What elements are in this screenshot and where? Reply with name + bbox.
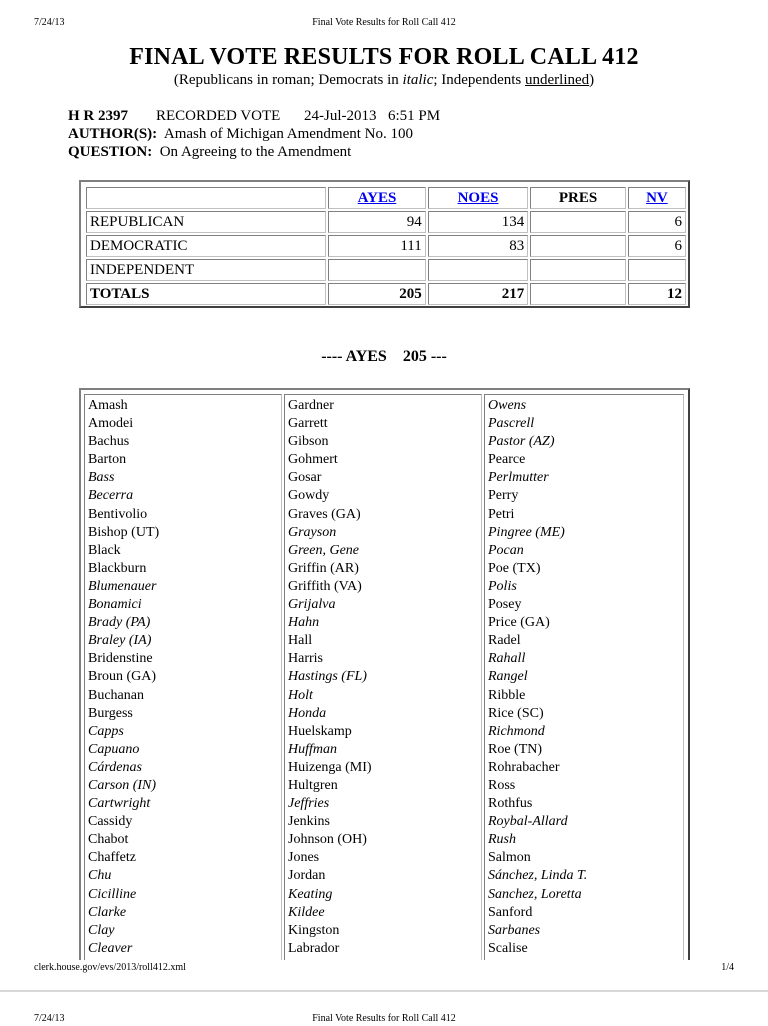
print-date: 7/24/13 — [34, 17, 65, 28]
member-name: Broun (GA) — [88, 669, 157, 685]
member-name: Labrador — [288, 940, 340, 956]
member-name: Brady (PA) — [88, 615, 151, 631]
summary-row-totals — [86, 283, 686, 305]
noes-count: 83 — [428, 235, 528, 257]
author-label: AUTHOR(S): — [68, 126, 158, 142]
member-name: Grayson — [288, 524, 337, 540]
member-name: Graves (GA) — [288, 506, 361, 522]
ayes-count — [328, 259, 426, 281]
member-name: Price (GA) — [488, 615, 550, 631]
source-url: clerk.house.gov/evs/2013/roll412.xml — [34, 962, 186, 973]
nv-count: 12 — [628, 283, 686, 305]
print-header — [34, 16, 734, 30]
member-name: Burgess — [88, 705, 133, 721]
ayes-names-table — [79, 388, 690, 960]
member-name: Gardner — [288, 398, 334, 413]
ayes-count: 205 — [328, 283, 426, 305]
ayes-count: 94 — [328, 211, 426, 233]
member-name: Rothfus — [488, 796, 533, 812]
pres-header: PRES — [530, 187, 626, 209]
member-name: Chabot — [88, 832, 129, 848]
member-name: Harris — [288, 651, 323, 667]
member-name: Rangel — [488, 669, 528, 685]
vote-info-row — [68, 108, 440, 125]
print-date: 7/24/13 — [34, 1013, 65, 1024]
member-name: Keating — [288, 886, 333, 902]
member-name: Perlmutter — [488, 470, 549, 486]
member-name: Poe (TX) — [488, 560, 541, 576]
member-name: Braley (IA) — [88, 633, 152, 649]
member-name: Perry — [488, 488, 519, 504]
member-name: Cárdenas — [88, 759, 142, 775]
member-name: Pingree (ME) — [488, 524, 565, 540]
member-name: Pascrell — [488, 416, 535, 432]
print-page-title: Final Vote Results for Roll Call 412 — [312, 17, 456, 28]
member-name: Sanchez, Loretta — [488, 886, 582, 902]
member-name: Polis — [488, 578, 517, 594]
member-name: Bachus — [88, 434, 130, 450]
member-name: Jones — [288, 850, 320, 866]
noes-count — [428, 259, 528, 281]
member-name: Bridenstine — [88, 651, 153, 667]
member-name: Capuano — [88, 741, 140, 757]
ayes-column-1 — [84, 394, 282, 960]
member-name: Amash — [88, 398, 128, 413]
ayes-heading — [0, 348, 768, 366]
legend-prefix: (Republicans in roman; Democrats in — [173, 72, 403, 88]
member-name: Roe (TN) — [488, 741, 543, 757]
page-break — [0, 990, 768, 992]
member-name: Griffin (AR) — [288, 560, 359, 576]
noes-link[interactable]: NOES — [457, 190, 499, 206]
party-label: TOTALS — [86, 283, 326, 305]
member-name: Sarbanes — [488, 922, 541, 938]
member-name: Sanford — [488, 904, 533, 920]
member-name: Rohrabacher — [488, 759, 560, 775]
member-name: Carson (IN) — [88, 777, 157, 793]
author-value: Amash of Michigan Amendment No. 100 — [163, 126, 413, 142]
member-name: Holt — [288, 687, 313, 703]
member-name: Rice (SC) — [488, 705, 544, 721]
member-name: Bentivolio — [88, 506, 148, 522]
member-name: Bonamici — [88, 597, 142, 613]
summary-header-row — [86, 187, 686, 209]
member-name: Richmond — [488, 723, 545, 739]
member-name: Hultgren — [288, 777, 338, 793]
member-name: Becerra — [88, 488, 134, 504]
member-name: Huelskamp — [288, 723, 352, 739]
member-name: Blumenauer — [88, 578, 157, 594]
nv-count: 6 — [628, 235, 686, 257]
member-name: Kildee — [288, 904, 325, 920]
member-name: Jenkins — [288, 814, 330, 830]
member-name: Rahall — [488, 651, 526, 667]
pres-count — [530, 283, 626, 305]
ayes-count: 111 — [328, 235, 426, 257]
member-name: Gosar — [288, 470, 322, 486]
member-name: Jeffries — [288, 796, 330, 812]
vote-type: RECORDED VOTE — [156, 108, 281, 124]
member-name: Pocan — [488, 542, 524, 558]
member-name: Johnson (OH) — [288, 832, 367, 848]
member-name: Jordan — [288, 868, 326, 884]
member-name: Ross — [488, 777, 516, 793]
nv-link[interactable]: NV — [646, 190, 668, 206]
member-name: Cartwright — [88, 796, 151, 812]
legend-italic: italic — [402, 72, 434, 88]
party-label: DEMOCRATIC — [86, 235, 326, 257]
member-name: Grijalva — [288, 597, 336, 613]
ayes-heading-count: 205 — [402, 348, 427, 365]
member-name: Buchanan — [88, 687, 144, 703]
noes-count: 217 — [428, 283, 528, 305]
member-name: Roybal-Allard — [488, 814, 568, 830]
member-name: Blackburn — [88, 560, 147, 576]
pres-count — [530, 211, 626, 233]
vote-date: 24-Jul-2013 — [304, 108, 377, 124]
question-row — [68, 144, 351, 161]
summary-header-blank — [86, 187, 326, 209]
question-label: QUESTION: — [68, 144, 153, 160]
member-name: Clarke — [88, 904, 127, 920]
ayes-column-2 — [284, 394, 482, 960]
member-name: Barton — [88, 452, 127, 468]
pres-count — [530, 259, 626, 281]
member-name: Pearce — [488, 452, 526, 468]
member-name: Salmon — [488, 850, 531, 866]
member-name: Chu — [88, 868, 112, 884]
nv-header — [628, 187, 686, 209]
party-legend — [0, 72, 768, 89]
member-name: Hahn — [288, 615, 320, 631]
ayes-header — [328, 187, 426, 209]
vote-time: 6:51 PM — [388, 108, 441, 124]
member-name: Clay — [88, 922, 115, 938]
member-name: Chaffetz — [88, 850, 136, 866]
member-name: Rush — [488, 832, 516, 848]
question-value: On Agreeing to the Amendment — [159, 144, 352, 160]
member-name: Cassidy — [88, 814, 133, 830]
member-name: Honda — [288, 705, 327, 721]
nv-count: 6 — [628, 211, 686, 233]
legend-mid: ; Independents — [433, 72, 525, 88]
member-name: Petri — [488, 506, 515, 522]
summary-row-independent — [86, 259, 686, 281]
ayes-column-3 — [484, 394, 684, 960]
member-name: Radel — [488, 633, 521, 649]
member-name: Ribble — [488, 687, 526, 703]
member-name: Posey — [488, 597, 522, 613]
member-name: Capps — [88, 723, 124, 739]
member-name: Bass — [88, 470, 115, 486]
member-name: Sánchez, Linda T. — [488, 868, 588, 884]
summary-row-democratic — [86, 235, 686, 257]
member-name: Gohmert — [288, 452, 338, 468]
document-title: FINAL VOTE RESULTS FOR ROLL CALL 412 — [129, 44, 639, 70]
ayes-link[interactable]: AYES — [357, 190, 397, 206]
ayes-heading-right: --- — [430, 348, 447, 365]
page-number: 1/4 — [721, 962, 734, 973]
member-name: Garrett — [288, 416, 328, 432]
member-name: Huffman — [288, 741, 337, 757]
noes-count: 134 — [428, 211, 528, 233]
noes-header — [428, 187, 528, 209]
member-name: Owens — [488, 398, 527, 413]
pres-count — [530, 235, 626, 257]
nv-count — [628, 259, 686, 281]
legend-suffix: ) — [589, 72, 595, 88]
bill-number: H R 2397 — [68, 108, 128, 124]
member-name: Huizenga (MI) — [288, 759, 372, 775]
vote-summary-table — [79, 180, 690, 308]
party-label: REPUBLICAN — [86, 211, 326, 233]
author-row — [68, 126, 413, 143]
member-name: Hall — [288, 633, 313, 649]
legend-underlined: underlined — [525, 72, 590, 88]
ayes-heading-left: ---- AYES — [321, 348, 387, 365]
member-name: Pastor (AZ) — [488, 434, 555, 450]
member-name: Griffith (VA) — [288, 578, 362, 594]
member-name: Kingston — [288, 922, 340, 938]
member-name: Gowdy — [288, 488, 330, 504]
member-name: Bishop (UT) — [88, 524, 160, 540]
member-name: Scalise — [488, 940, 528, 956]
print-page-title: Final Vote Results for Roll Call 412 — [312, 1013, 456, 1024]
print-footer — [34, 962, 734, 976]
member-name: Amodei — [88, 416, 134, 432]
summary-row-republican — [86, 211, 686, 233]
member-name: Black — [88, 542, 121, 558]
member-name: Cleaver — [88, 940, 133, 956]
member-name: Gibson — [288, 434, 329, 450]
member-name: Hastings (FL) — [288, 669, 367, 685]
member-name: Cicilline — [88, 886, 137, 902]
party-label: INDEPENDENT — [86, 259, 326, 281]
member-name: Green, Gene — [288, 542, 360, 558]
